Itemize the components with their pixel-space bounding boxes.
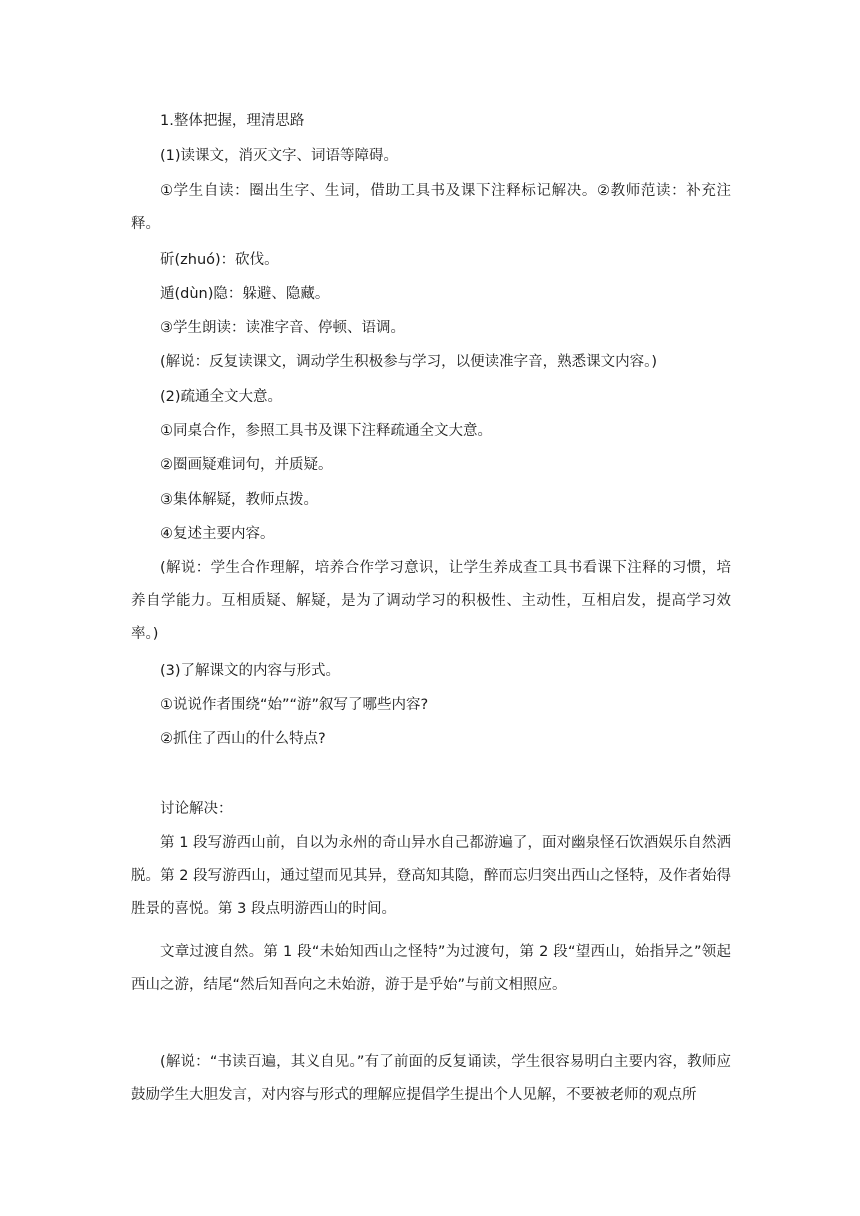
paragraph: 遁(dùn)隐：躲避、隐藏。 <box>160 286 330 302</box>
paragraph: ④复述主要内容。 <box>160 526 275 542</box>
paragraph: ③集体解疑，教师点拨。 <box>160 492 318 508</box>
paragraph: 文章过渡自然。第 1 段“未始知西山之怪特”为过渡句，第 2 段“望西山，始指异之”领起西山之游，结尾“然后知吾向之未始游，游于是乎始”与前文相照应。 <box>131 944 731 993</box>
paragraph: (解说：“书读百遍，其义自见。”有了前面的反复诵读，学生很容易明白主要内容，教师应鼓励学生大胆发言，对内容与形式的理解应提倡学生提出个人见解，不要被老师的观点所 <box>131 1054 731 1103</box>
paragraph: 讨论解决： <box>160 801 233 817</box>
paragraph: (2)疏通全文大意。 <box>160 389 283 405</box>
paragraph: ③学生朗读：读准字音、停顿、语调。 <box>160 320 405 336</box>
paragraph: (3)了解课文的内容与形式。 <box>160 663 341 679</box>
paragraph: 第 1 段写游西山前，自以为永州的奇山异水自己都游遍了，面对幽泉怪石饮酒娱乐自然洒脱。第 2 段写游西山，通过望而见其异，登高知其隐，醉而忘归突出西山之怪特，及作者始得胜景的喜悦。第 3 段点明游西山的时间。 <box>131 835 731 917</box>
paragraph: (解说：反复读课文，调动学生积极参与学习，以便读准字音，熟悉课文内容。) <box>160 354 658 370</box>
paragraph: ①同桌合作，参照工具书及课下注释疏通全文大意。 <box>160 423 492 439</box>
paragraph: (1)读课文，消灭文字、词语等障碍。 <box>160 148 399 164</box>
paragraph: ①说说作者围绕“始”“游”叙写了哪些内容? <box>160 697 429 713</box>
paragraph: 斫(zhuó)：砍伐。 <box>160 252 279 268</box>
section-heading: 1.整体把握，理清思路 <box>160 113 305 129</box>
paragraph: ②圈画疑难词句，并质疑。 <box>160 457 333 473</box>
paragraph: ①学生自读：圈出生字、生词，借助工具书及课下注释标记解决。②教师范读：补充注释。 <box>131 183 731 232</box>
paragraph: ②抓住了西山的什么特点? <box>160 731 326 747</box>
paragraph: (解说：学生合作理解，培养合作学习意识，让学生养成查工具书看课下注释的习惯，培养自学能力。互相质疑、解疑，是为了调动学习的积极性、主动性，互相启发，提高学习效率。) <box>131 560 731 642</box>
